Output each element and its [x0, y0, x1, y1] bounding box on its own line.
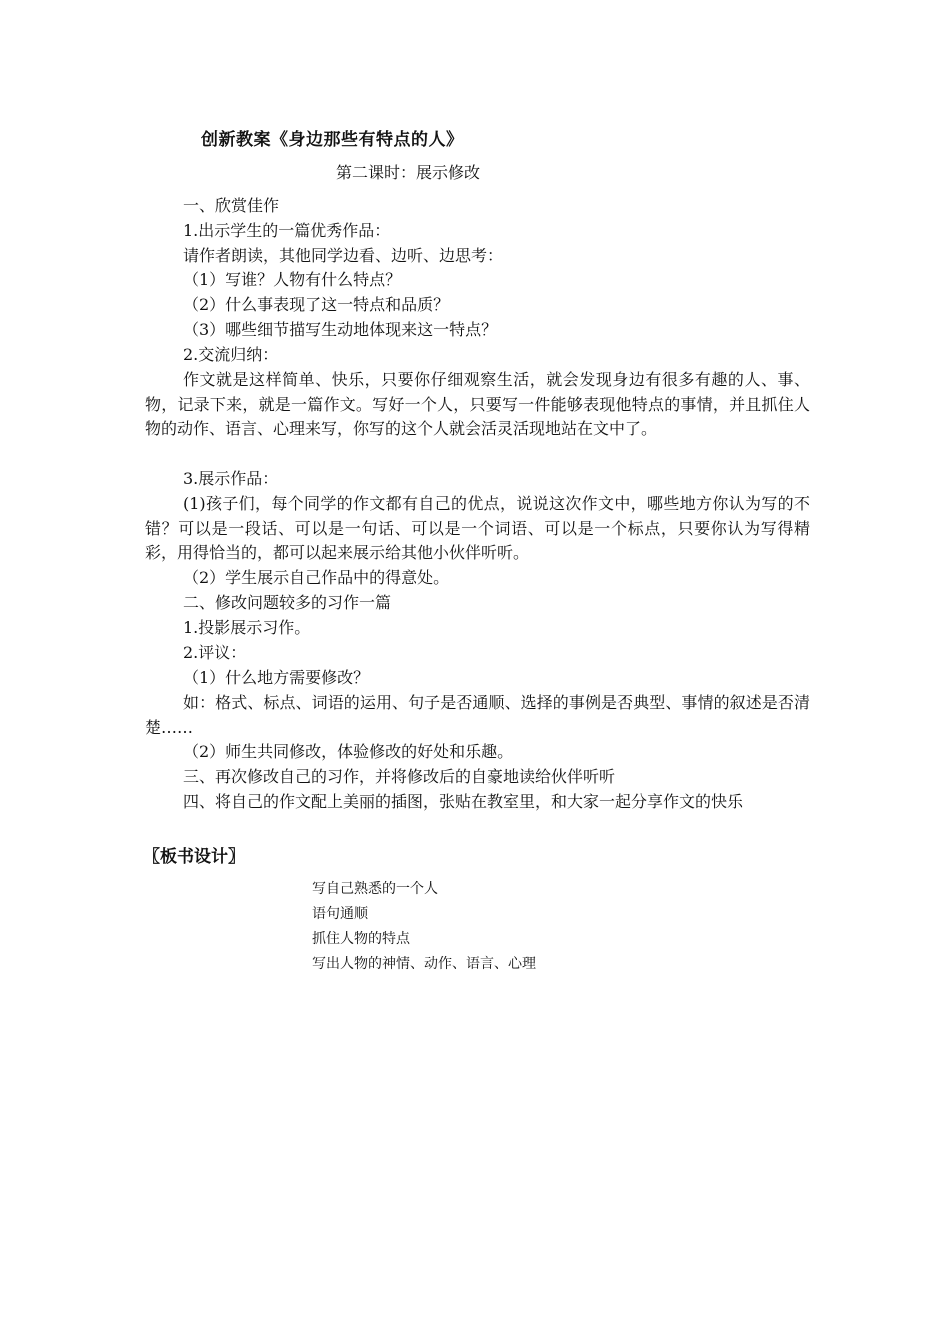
text-line: （2）师生共同修改，体验修改的好处和乐趣。 [183, 742, 514, 761]
board-item: 抓住人物的特点 [312, 931, 410, 947]
paragraph: 作文就是这样简单、快乐，只要你仔细观察生活，就会发现身边有很多有趣的人、事、物，记录下来，就是一篇作文。写好一个人，只要写一件能够表现他特点的事情，并且抓住人物的动作、语言、心理来写，你写的这个人就会活灵活现地站在文中了。 [145, 370, 810, 438]
question-item: （2）什么事表现了这一特点和品质？ [183, 295, 450, 314]
step-item: 2.交流归纳： [183, 345, 279, 364]
document-title: 创新教案《身边那些有特点的人》 [201, 130, 464, 150]
section-heading: 一、欣赏佳作 [183, 196, 280, 215]
paragraph: 如：格式、标点、词语的运用、句子是否通顺、选择的事例是否典型、事情的叙述是否清楚…… [145, 693, 810, 737]
step-item: 3.展示作品： [183, 469, 279, 488]
text-line: （2）学生展示自己作品中的得意处。 [183, 568, 450, 587]
question-item: （3）哪些细节描写生动地体现来这一特点？ [183, 320, 498, 339]
text-line: 请作者朗读，其他同学边看、边听、边思考： [183, 246, 504, 265]
step-item: 1.出示学生的一篇优秀作品： [183, 221, 391, 240]
board-item: 写出人物的神情、动作、语言、心理 [312, 956, 536, 972]
step-item: 2.评议： [183, 643, 247, 662]
question-item: （1）写谁？人物有什么特点？ [183, 270, 402, 289]
section-heading: 二、修改问题较多的习作一篇 [183, 593, 392, 612]
board-design-heading: 〖板书设计〗 [143, 847, 245, 867]
section-heading: 四、将自己的作文配上美丽的插图，张贴在教室里，和大家一起分享作文的快乐 [183, 792, 744, 811]
step-item: 1.投影展示习作。 [183, 618, 311, 637]
board-item: 语句通顺 [312, 906, 368, 922]
section-heading: 三、再次修改自己的习作，并将修改后的自豪地读给伙伴听听 [183, 767, 616, 786]
paragraph: (1)孩子们，每个同学的作文都有自己的优点，说说这次作文中，哪些地方你认为写的不错？可以是一段话、可以是一句话、可以是一个词语、可以是一个标点，只要你认为写得精彩，用得恰当的，都可以起来展示给其他小伙伴听听。 [145, 494, 810, 562]
board-item: 写自己熟悉的一个人 [312, 881, 438, 897]
question-item: （1）什么地方需要修改？ [183, 668, 370, 687]
lesson-subtitle: 第二课时：展示修改 [336, 163, 481, 182]
